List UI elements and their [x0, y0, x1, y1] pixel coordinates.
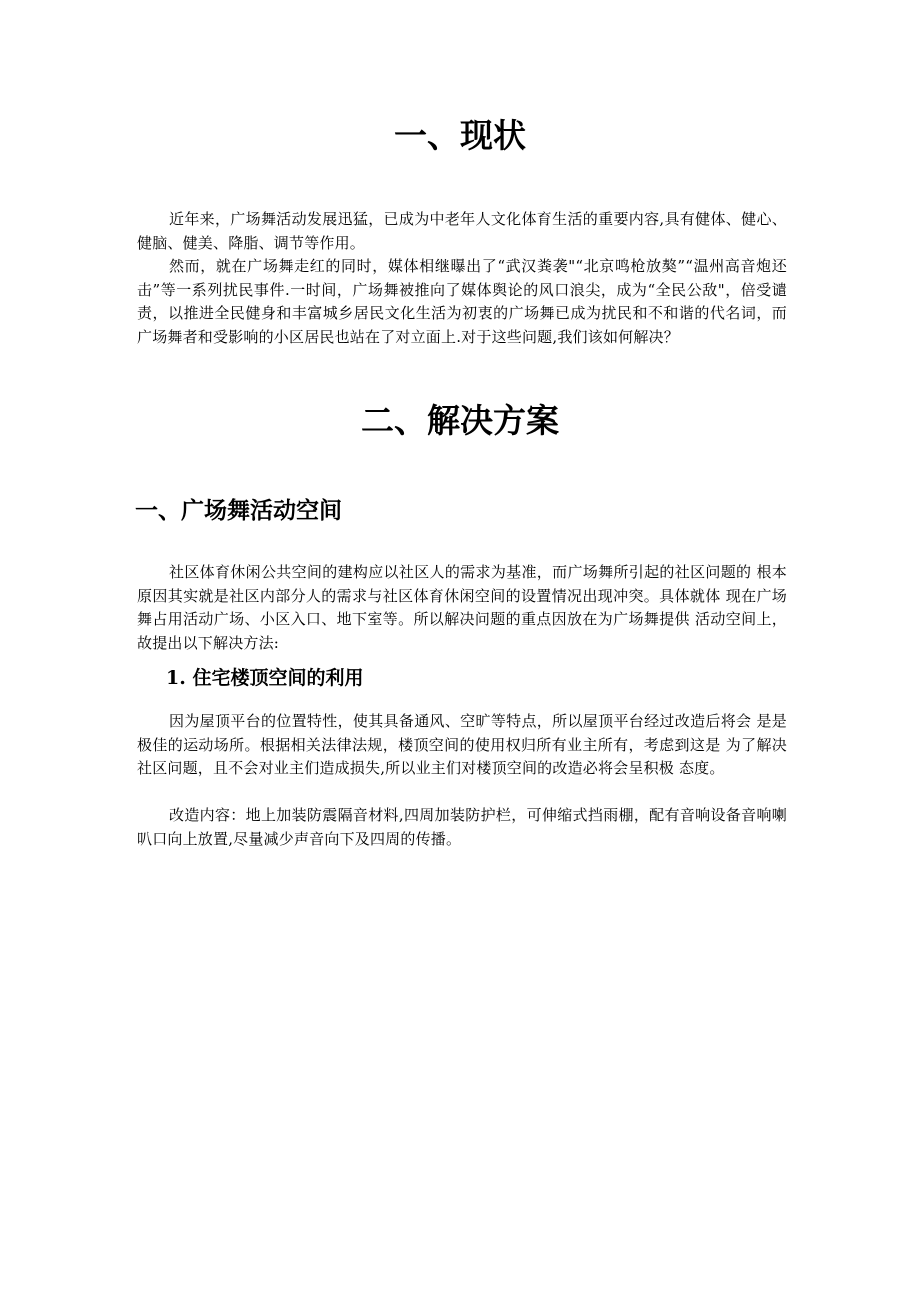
section-heading-status: 一、现状: [394, 116, 526, 155]
status-paragraph-2: 然而，就在广场舞走红的同时，媒体相继曝出了“武汉粪袭"“北京鸣枪放獒”“温州高音炮还击”等一系列扰民事件.一时间，广场舞被推向了媒体舆论的风口浪尖，成为“全民公敌"，倍受谴责，以推进全民健身和丰富城乡居民文化生活为初衷的广场舞已成为扰民和不和谐的代名词，而广场舞者和受影响的小区居民也站在了对立面上.对于这些问题,我们该如何解决？: [137, 257, 787, 346]
rooftop-paragraph-1: 因为屋顶平台的位置特性，使其具备通风、空旷等特点，所以屋顶平台经过改造后将会 是是极佳的运动场所。根据相关法律法规，楼顶空间的使用权归所有业主所有，考虑到这是 为了解决社区问题，且不会对业主们造成损失,所以业主们对楼顶空间的改造必将会呈积极 态度。: [137, 712, 787, 777]
subsection-heading-activity-space: 一、广场舞活动空间: [135, 498, 342, 524]
item-heading-rooftop: 1. 住宅楼顶空间的利用: [166, 667, 364, 689]
section-heading-solution: 二、解决方案: [361, 401, 559, 440]
rooftop-paragraph-2: 改造内容：地上加装防震隔音材料,四周加装防护栏，可伸缩式挡雨棚，配有音响设备音响喇叭口向上放置,尽量减少声音向下及四周的传播。: [137, 806, 787, 848]
status-paragraph-1: 近年来，广场舞活动发展迅猛，已成为中老年人文化体育生活的重要内容,具有健体、健心、健脑、健美、降脂、调节等作用。: [137, 210, 787, 252]
activity-space-intro-paragraph: 社区体育休闲公共空间的建构应以社区人的需求为基准，而广场舞所引起的社区问题的 根本原因其实就是社区内部分人的需求与社区体育休闲空间的设置情况出现冲突。具体就体 现在广场舞占用活动广场、小区入口、地下室等。所以解决问题的重点因放在为广场舞提供 活动空间上，故提出以下解决方法:: [137, 563, 787, 652]
